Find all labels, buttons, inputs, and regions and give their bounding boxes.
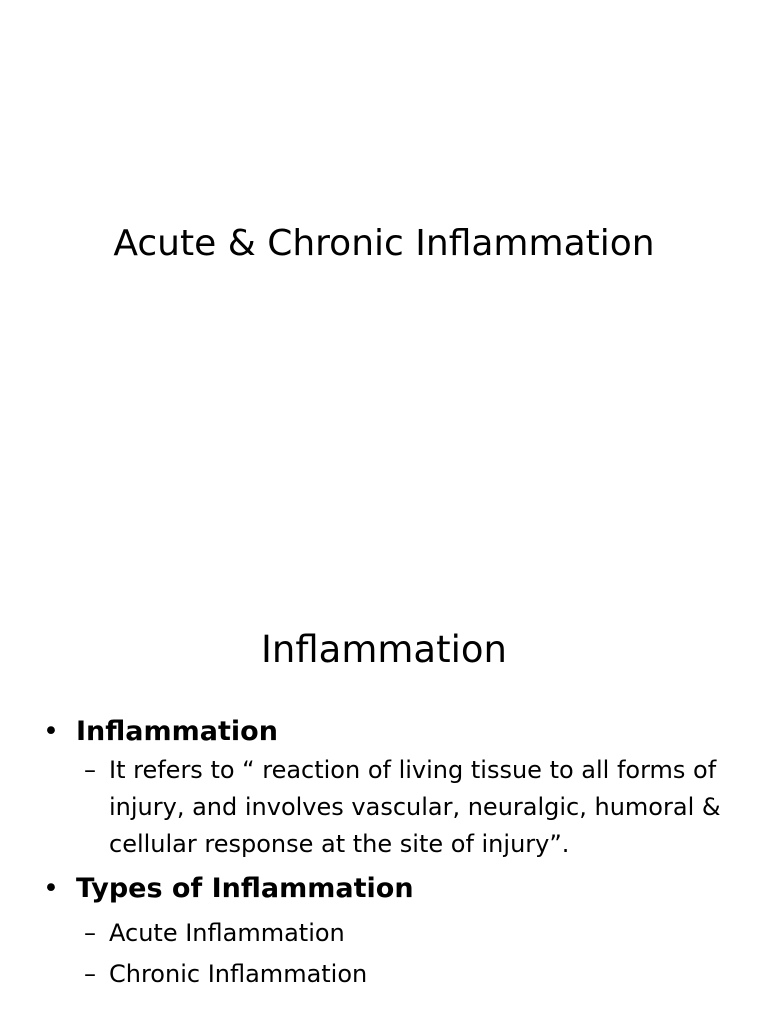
bullet-dot-icon: • — [43, 716, 59, 747]
slide-title: Acute & Chronic Inflammation — [113, 223, 655, 264]
dash-icon: – — [84, 919, 96, 947]
bullet-item-types — [0, 869, 768, 909]
bullet-heading: Types of Inflammation — [76, 873, 414, 904]
dash-icon: – — [84, 756, 96, 784]
slide-heading: Inflammation — [261, 628, 507, 671]
bullet-item-inflammation — [0, 712, 768, 752]
dash-icon: – — [84, 960, 96, 988]
bullet-list — [0, 712, 768, 993]
bullet-dot-icon: • — [43, 873, 59, 904]
sub-bullet-text: It refers to “ reaction of living tissue to all forms of injury, and involves vascular, neuralgic, humoral & cellular response at the site of injury”. — [109, 756, 721, 858]
sub-bullet-chronic — [0, 956, 768, 993]
bullet-heading: Inflammation — [76, 716, 278, 747]
sub-bullet-definition — [0, 752, 768, 863]
sub-bullet-text: Acute Inflammation — [109, 919, 345, 947]
sub-bullet-acute — [0, 915, 768, 952]
sub-bullet-text: Chronic Inflammation — [109, 960, 368, 988]
